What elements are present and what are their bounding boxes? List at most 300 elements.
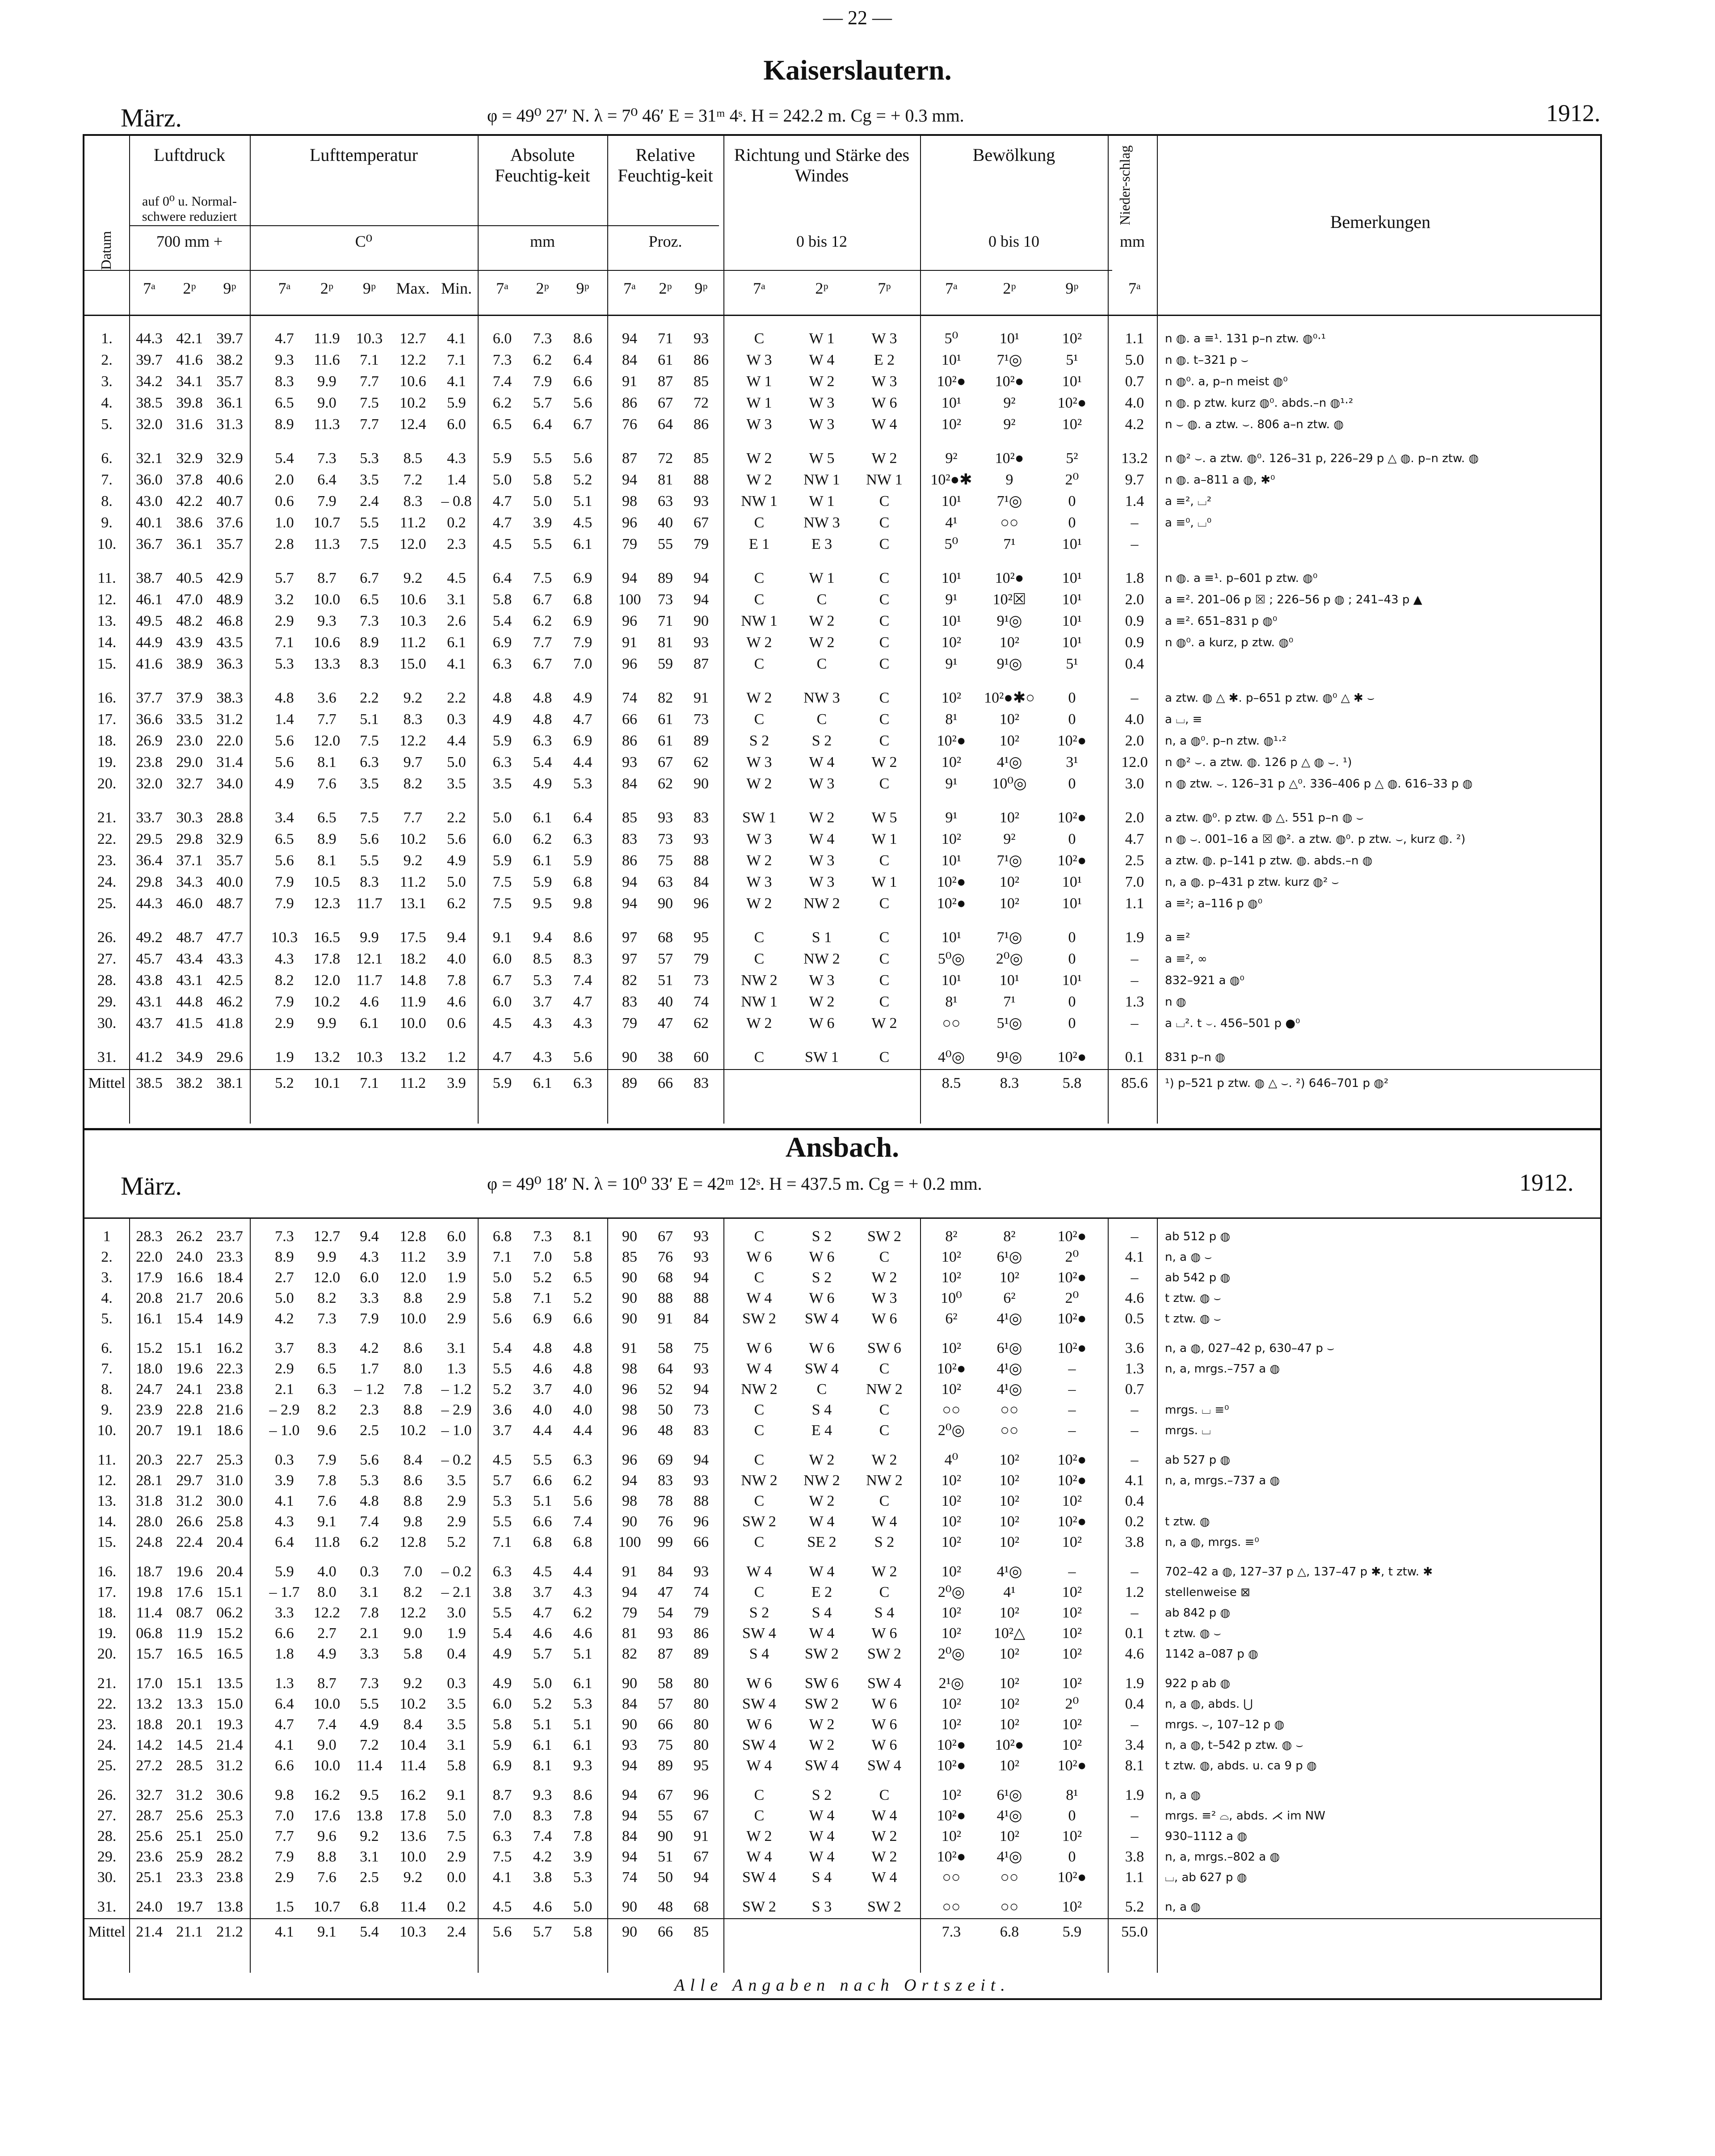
data-cell: S 2 [811, 1269, 832, 1286]
data-cell: 94 [622, 570, 637, 586]
data-cell: 6.9 [492, 634, 512, 651]
data-cell: 10² [941, 634, 962, 651]
data-cell: 7.4 [533, 1828, 552, 1844]
data-cell: 10²● [1057, 733, 1087, 749]
data-cell: 6.3 [492, 1828, 512, 1844]
data-cell: 46.8 [216, 613, 243, 629]
station-divider [84, 1128, 1600, 1130]
data-cell: 0.5 [1125, 1310, 1144, 1327]
data-cell: SW 6 [805, 1675, 839, 1692]
data-cell: 10² [999, 1513, 1020, 1530]
data-cell: 0.7 [1125, 1381, 1144, 1398]
data-cell: 15.7 [136, 1646, 163, 1662]
table-row [84, 512, 1600, 534]
data-cell: 6.2 [533, 831, 552, 847]
data-cell: 2.0 [1125, 733, 1144, 749]
data-cell: 4.5 [492, 1015, 512, 1032]
data-cell: ○○ [942, 1015, 961, 1032]
data-cell: 0.0 [447, 1869, 466, 1886]
data-cell: 66 [658, 1716, 673, 1733]
data-cell: 10¹ [999, 330, 1020, 347]
data-cell: – 1.2 [354, 1381, 385, 1398]
row-remark: n, a ◍⁰. p–n ztw. ◍¹·² [1165, 734, 1287, 748]
data-cell: – 2.9 [269, 1402, 300, 1418]
data-cell: 7.3 [533, 330, 552, 347]
table-row [84, 392, 1600, 414]
data-cell: 66 [622, 711, 637, 728]
data-cell: 34.3 [176, 874, 203, 890]
data-cell: 8.9 [360, 634, 379, 651]
data-cell: 10²● [937, 1849, 966, 1865]
row-date: 27. [97, 1807, 117, 1824]
data-cell: 3.5 [492, 775, 512, 792]
data-cell: 86 [694, 416, 709, 433]
data-cell: 85 [622, 809, 637, 826]
data-cell: 6.7 [573, 416, 593, 433]
data-cell: 0.7 [1125, 373, 1144, 390]
data-cell: 7.5 [492, 1849, 512, 1865]
data-cell: 10² [941, 1513, 962, 1530]
data-cell: 4.7 [275, 1716, 294, 1733]
data-cell: 0.2 [447, 1899, 466, 1915]
row-remark: n ◍. a–811 a ◍, ✱⁰ [1165, 473, 1275, 487]
station-title-1: Kaiserslautern. [763, 54, 952, 86]
data-cell: 4¹◎ [996, 1563, 1022, 1580]
data-cell: 90 [622, 1310, 637, 1327]
data-cell: SW 4 [867, 1675, 901, 1692]
data-cell: 80 [694, 1737, 709, 1753]
station-year-2: 1912. [1519, 1169, 1574, 1196]
data-cell: 5.9 [492, 852, 512, 869]
data-cell: 4.3 [360, 1249, 379, 1265]
data-cell: 90 [622, 1899, 637, 1915]
row-date: 29. [97, 994, 117, 1010]
data-cell: 94 [622, 874, 637, 890]
data-cell: 10.2 [313, 994, 340, 1010]
data-cell: C [879, 775, 890, 792]
data-cell: 7.1 [275, 634, 294, 651]
row-date: 18. [97, 733, 117, 749]
data-cell: 97 [622, 951, 637, 967]
table-row [84, 1491, 1600, 1512]
row-date: 8. [101, 1381, 113, 1398]
data-cell: 10²● [1057, 809, 1087, 826]
data-cell: 3¹ [1066, 754, 1078, 771]
data-cell: 25.3 [216, 1452, 243, 1468]
data-cell: 93 [694, 1563, 709, 1580]
data-cell: 10² [941, 1696, 962, 1712]
row-date: 19. [97, 1625, 117, 1642]
data-cell: 6.6 [533, 1472, 552, 1489]
data-cell: 40.6 [216, 472, 243, 488]
data-cell: 0.2 [1125, 1513, 1144, 1530]
data-cell: 61 [658, 352, 673, 368]
data-cell: 80 [694, 1716, 709, 1733]
row-date: 24. [97, 874, 117, 890]
row-remark: n, a ◍, abds. ⋃ [1165, 1697, 1253, 1711]
data-cell: 95 [694, 929, 709, 946]
data-cell: 5.0 [447, 1807, 466, 1824]
data-cell: 10.3 [399, 613, 426, 629]
data-cell: 10² [941, 1716, 962, 1733]
data-cell: 22.7 [176, 1452, 203, 1468]
data-cell: 10¹ [941, 613, 962, 629]
data-cell: 5.7 [533, 1646, 552, 1662]
row-remark: n, a ◍ [1165, 1789, 1201, 1802]
data-cell: C [816, 1381, 827, 1398]
data-cell: W 3 [746, 754, 772, 771]
data-cell: 2¹◎ [938, 1675, 964, 1692]
table-row [84, 1450, 1600, 1470]
data-cell: 72 [694, 395, 709, 411]
row-remark: ¹) p–521 p ztw. ◍ △ ⌣. ²) 646–701 p ◍² [1165, 1077, 1389, 1090]
data-cell: 23.3 [216, 1249, 243, 1265]
data-cell: 7.9 [533, 373, 552, 390]
table-row [84, 991, 1600, 1013]
data-cell: 6.5 [317, 1360, 336, 1377]
data-cell: S 4 [749, 1646, 769, 1662]
data-cell: 86 [622, 733, 637, 749]
row-date: 10. [97, 1422, 117, 1439]
data-cell: 6.3 [492, 1563, 512, 1580]
data-cell: 6.8 [492, 1228, 512, 1245]
data-cell: – [1131, 1015, 1139, 1032]
data-cell: 10² [941, 1269, 962, 1286]
data-cell: 5.0 [1125, 352, 1144, 368]
data-cell: 7.9 [275, 874, 294, 890]
data-cell: 6.5 [275, 831, 294, 847]
table-row [84, 534, 1600, 555]
data-cell: 98 [622, 1402, 637, 1418]
data-cell: W 3 [809, 416, 835, 433]
data-cell: 4.1 [492, 1869, 512, 1886]
data-cell: 0.6 [275, 493, 294, 510]
data-cell: 10²● [1057, 1869, 1087, 1886]
data-cell: 79 [694, 951, 709, 967]
data-cell: 1.2 [1125, 1584, 1144, 1600]
row-date: 5. [101, 416, 113, 433]
data-cell: 2.6 [447, 613, 466, 629]
data-cell: 5⁰ [944, 536, 958, 552]
data-cell: 62 [694, 1015, 709, 1032]
hour-label: 2ᵖ [815, 279, 828, 297]
data-cell: 10² [999, 1269, 1020, 1286]
data-cell: 12.8 [399, 1534, 426, 1550]
data-cell: 10.5 [313, 874, 340, 890]
data-cell: 5.3 [573, 1696, 593, 1712]
table-row [84, 1047, 1600, 1068]
data-cell: 0.6 [447, 1015, 466, 1032]
data-cell: 4¹◎ [996, 1381, 1022, 1398]
data-cell: 11.9 [399, 994, 426, 1010]
data-cell: 10² [999, 1675, 1020, 1692]
data-cell: SW 4 [742, 1737, 776, 1753]
data-cell: 10.1 [313, 1075, 340, 1091]
data-cell: 6.2 [447, 895, 466, 912]
data-cell: 10.3 [356, 330, 383, 347]
data-cell: 7.8 [447, 972, 466, 989]
row-remark: a ≡², ⌴² [1165, 495, 1212, 508]
data-cell: 84 [694, 874, 709, 890]
hour-label: 9ᵖ [362, 279, 376, 297]
data-cell: C [879, 1493, 890, 1509]
data-cell: – 1.7 [269, 1584, 300, 1600]
data-cell: C [754, 514, 765, 531]
table-row [84, 829, 1600, 850]
data-cell: 3.1 [447, 1737, 466, 1753]
data-cell: – [1131, 514, 1139, 531]
data-cell: 15.0 [399, 656, 426, 672]
data-cell: 6.2 [360, 1534, 379, 1550]
data-cell: C [879, 929, 890, 946]
data-cell: 85 [622, 1249, 637, 1265]
data-cell: 1.3 [275, 1675, 294, 1692]
data-cell: 2.9 [275, 613, 294, 629]
data-cell: 6.1 [533, 809, 552, 826]
row-date: 27. [97, 951, 117, 967]
station-month-1: März. [121, 103, 182, 132]
data-cell: 51 [658, 1849, 673, 1865]
station-coords-1: φ = 49⁰ 27′ N. λ = 7⁰ 46′ E = 31ᵐ 4ˢ. H = 242.2 m. Cg = + 0.3 mm. [487, 105, 964, 126]
data-cell: 5.0 [533, 493, 552, 510]
data-cell: 20.1 [176, 1716, 203, 1733]
data-cell: 10.6 [399, 591, 426, 608]
data-cell: 9.5 [533, 895, 552, 912]
data-cell: 2⁰ [1065, 1249, 1079, 1265]
data-cell: 10¹ [1062, 874, 1082, 890]
data-cell: W 2 [871, 1452, 897, 1468]
data-cell: 10² [941, 1604, 962, 1621]
data-cell: 5.4 [492, 1340, 512, 1356]
data-cell: 6.5 [492, 416, 512, 433]
data-cell: W 4 [809, 754, 835, 771]
data-cell: 4.8 [533, 1340, 552, 1356]
data-cell: 66 [694, 1534, 709, 1550]
data-cell: 6² [1003, 1290, 1016, 1306]
luftdruck-subtitle: auf 0⁰ u. Normal-schwere reduziert [142, 194, 237, 224]
data-cell: 7.3 [942, 1924, 961, 1940]
data-cell: 3.9 [447, 1249, 466, 1265]
data-cell: 8.0 [403, 1360, 423, 1377]
data-cell: 7.3 [533, 1228, 552, 1245]
header-rule [84, 270, 1112, 271]
data-cell: 16.5 [216, 1646, 243, 1662]
data-cell: 8.2 [317, 1402, 336, 1418]
table-row [84, 948, 1600, 970]
data-cell: 8.6 [403, 1472, 423, 1489]
data-cell: 62 [694, 754, 709, 771]
table-row [84, 1897, 1600, 1917]
table-row [84, 1359, 1600, 1379]
data-cell: 7.3 [360, 613, 379, 629]
data-cell: 3.0 [447, 1604, 466, 1621]
data-cell: 6.4 [317, 472, 336, 488]
data-cell: 4.1 [275, 1737, 294, 1753]
data-cell: 9.1 [317, 1924, 336, 1940]
data-cell: – [1131, 951, 1139, 967]
data-cell: NW 1 [741, 613, 778, 629]
data-cell: 5¹ [1066, 656, 1078, 672]
data-cell: W 6 [809, 1290, 835, 1306]
data-cell: 14.2 [136, 1737, 163, 1753]
data-cell: W 2 [809, 373, 835, 390]
temp-unit: C⁰ [355, 232, 373, 250]
data-cell: 10² [999, 1828, 1020, 1844]
data-cell: 31.3 [216, 416, 243, 433]
data-cell: 23.6 [136, 1849, 163, 1865]
data-cell: 7.0 [492, 1807, 512, 1824]
data-cell: 46.0 [176, 895, 203, 912]
data-cell: 63 [658, 493, 673, 510]
row-date: 3. [101, 1269, 113, 1286]
footer-note: Alle Angaben nach Ortszeit. [674, 1976, 1010, 1995]
abs-feuchtigkeit-header: Absolute Feuchtig-keit [495, 145, 590, 185]
row-date: 23. [97, 1716, 117, 1733]
data-cell: 5.9 [492, 1075, 512, 1091]
data-cell: W 4 [746, 1757, 772, 1774]
row-remark: n ◍. a ≡¹. 131 p–n ztw. ◍⁰·¹ [1165, 332, 1326, 345]
data-cell: 2.9 [275, 1869, 294, 1886]
data-cell: E 2 [811, 1584, 832, 1600]
data-cell: SW 4 [742, 1869, 776, 1886]
data-cell: 63 [658, 874, 673, 890]
table-row [84, 1806, 1600, 1826]
column-rule [478, 136, 479, 1124]
column-rule [607, 1217, 608, 1973]
data-cell: C [754, 1493, 765, 1509]
data-cell: 7.9 [360, 1310, 379, 1327]
data-cell: 36.3 [216, 656, 243, 672]
data-cell: 4.8 [360, 1493, 379, 1509]
data-cell: 29.6 [216, 1049, 243, 1065]
data-cell: C [879, 1402, 890, 1418]
row-date: 20. [97, 775, 117, 792]
data-cell: 39.7 [136, 352, 163, 368]
data-cell: 11.4 [399, 1757, 426, 1774]
data-cell: SW 4 [742, 1625, 776, 1642]
data-cell: 3.9 [275, 1472, 294, 1489]
data-cell: 83 [622, 994, 637, 1010]
data-cell: 30.0 [216, 1493, 243, 1509]
data-cell: 8.4 [403, 1452, 423, 1468]
data-cell: 88 [694, 1290, 709, 1306]
data-cell: 7.7 [403, 809, 423, 826]
hour-label: 2ᵖ [536, 279, 549, 297]
data-cell: 8.8 [403, 1290, 423, 1306]
data-cell: 4.7 [533, 1604, 552, 1621]
data-cell: – [1131, 1807, 1139, 1824]
row-remark: n, a ◍ [1165, 1900, 1201, 1914]
data-cell: 6.1 [573, 1737, 593, 1753]
data-cell: 2.2 [360, 690, 379, 706]
data-cell: 10²●✱○ [984, 690, 1035, 706]
data-cell: 0 [1068, 1015, 1076, 1032]
data-cell: 2.5 [360, 1422, 379, 1439]
data-cell: 7.9 [317, 1452, 336, 1468]
data-cell: 3.9 [573, 1849, 593, 1865]
data-cell: 34.0 [216, 775, 243, 792]
data-cell: 4.3 [573, 1015, 593, 1032]
data-cell: 10² [1062, 1604, 1082, 1621]
data-cell: 73 [658, 591, 673, 608]
data-cell: 6.6 [533, 1513, 552, 1530]
data-cell: 96 [622, 1381, 637, 1398]
data-cell: 9² [945, 450, 958, 467]
row-date: 21. [97, 1675, 117, 1692]
data-cell: – [1068, 1563, 1076, 1580]
row-date: 10. [97, 536, 117, 552]
data-cell: 12.0 [1121, 754, 1148, 771]
data-cell: 96 [694, 1513, 709, 1530]
row-remark: n, a ◍ ⌣ [1165, 1251, 1212, 1264]
data-cell: 5.6 [360, 1452, 379, 1468]
data-cell: 41.6 [176, 352, 203, 368]
data-cell: 74 [694, 1584, 709, 1600]
data-cell: 28.8 [216, 809, 243, 826]
data-cell: 10² [999, 1534, 1020, 1550]
data-cell: 9.8 [403, 1513, 423, 1530]
data-cell: 21.6 [216, 1402, 243, 1418]
data-cell: 10²● [995, 373, 1024, 390]
data-cell: 13.6 [399, 1828, 426, 1844]
data-cell: 48.2 [176, 613, 203, 629]
data-cell: 25.3 [216, 1807, 243, 1824]
data-cell: W 6 [871, 395, 897, 411]
data-cell: 5.9 [492, 733, 512, 749]
data-cell: 12.1 [356, 951, 383, 967]
data-cell: SW 4 [867, 1757, 901, 1774]
row-date: 6. [101, 1340, 113, 1356]
data-cell: 55 [658, 536, 673, 552]
data-cell: W 4 [809, 1828, 835, 1844]
data-cell: 37.8 [176, 472, 203, 488]
data-cell: 79 [694, 1604, 709, 1621]
data-cell: 0.4 [1125, 1696, 1144, 1712]
data-cell: SW 4 [805, 1360, 839, 1377]
row-remark: ab 512 p ◍ [1165, 1230, 1231, 1243]
data-cell: C [879, 634, 890, 651]
data-cell: W 2 [871, 1015, 897, 1032]
data-cell: 7¹ [1003, 994, 1016, 1010]
data-cell: 7.5 [533, 570, 552, 586]
row-date: 2. [101, 1249, 113, 1265]
data-cell: NW 2 [803, 895, 840, 912]
data-cell: 40.5 [176, 570, 203, 586]
data-cell: S 1 [811, 929, 832, 946]
data-cell: 4.6 [573, 1625, 593, 1642]
data-cell: 94 [622, 1807, 637, 1824]
data-cell: 7.9 [275, 994, 294, 1010]
data-cell: 3.6 [1125, 1340, 1144, 1356]
row-remark: ab 542 p ◍ [1165, 1271, 1231, 1284]
data-cell: 23.9 [136, 1402, 163, 1418]
data-cell: 73 [694, 711, 709, 728]
data-cell: 9¹◎ [996, 1049, 1022, 1065]
data-cell: 43.1 [176, 972, 203, 989]
data-cell: 42.9 [216, 570, 243, 586]
data-cell: 4.6 [533, 1360, 552, 1377]
data-cell: – 0.8 [441, 493, 472, 510]
data-cell: 10.3 [399, 1924, 426, 1940]
data-cell: 66 [658, 1075, 673, 1091]
data-cell: 6.9 [533, 1310, 552, 1327]
data-cell: 11.2 [399, 874, 426, 890]
data-cell: 8.1 [533, 1757, 552, 1774]
data-cell: 4.9 [492, 711, 512, 728]
data-cell: 48.7 [216, 895, 243, 912]
data-cell: 3.1 [447, 591, 466, 608]
data-cell: 8.3 [360, 874, 379, 890]
